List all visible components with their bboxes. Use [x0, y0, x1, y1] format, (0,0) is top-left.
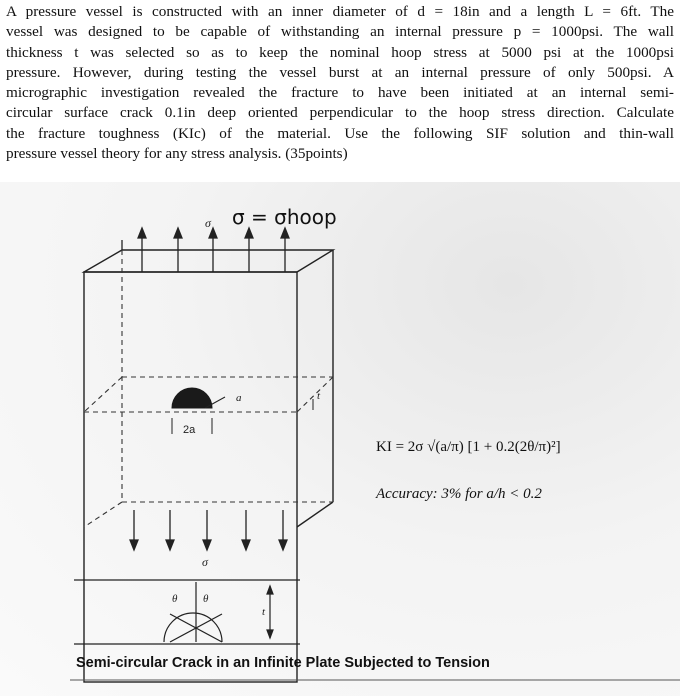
- theta-left-label: θ: [172, 593, 178, 605]
- problem-line: circular surface crack 0.1in deep oriented perpendicular to the hoop stress direction. Calculate: [6, 104, 674, 122]
- crack-depth-label: a: [236, 392, 242, 404]
- figure-photo: [0, 182, 680, 696]
- sigma-top-label: σ: [205, 216, 211, 230]
- figure-caption: Semi-circular Crack in an Infinite Plate Subjected to Tension: [76, 655, 490, 671]
- plate-diagram: [0, 182, 680, 696]
- problem-line: micrographic investigation revealed the fracture to have been initiated at an internal semi-: [6, 84, 674, 102]
- plate-front-face: [84, 272, 297, 682]
- problem-line: thickness t was selected so as to keep the nominal hoop stress at 5000 psi at the 1000psi: [6, 43, 674, 61]
- bottom-tension-arrows: [130, 510, 287, 550]
- problem-line: vessel was designed to be capable of withstanding an internal pressure p = 1000psi. The wall: [6, 23, 674, 41]
- problem-line: pressure. However, during testing the vessel burst at an internal pressure of only 500psi. A: [6, 63, 674, 81]
- problem-line: pressure vessel theory for any stress analysis. (35points): [6, 145, 348, 163]
- sif-formula: KI = 2σ √(a/π) [1 + 0.2(2θ/π)²]: [376, 439, 561, 455]
- crack-width-label: 2a: [183, 424, 196, 436]
- thickness-label-lower: t: [262, 606, 266, 618]
- accuracy-note: Accuracy: 3% for a/h < 0.2: [376, 486, 542, 502]
- problem-line: the fracture toughness (KIc) of the material. Use the following SIF solution and thin-wall: [6, 124, 674, 142]
- cross-section-sketch: [74, 580, 300, 644]
- handwritten-note: σ = σhoop: [232, 205, 337, 229]
- problem-statement: [6, 2, 674, 164]
- sigma-bottom-label: σ: [202, 555, 208, 569]
- thickness-label: t: [317, 390, 321, 402]
- plate-top-face: [84, 250, 333, 272]
- semi-circular-crack: [172, 388, 212, 408]
- theta-right-label: θ: [203, 593, 209, 605]
- problem-line: A pressure vessel is constructed with an inner diameter of d = 18in and a length L = 6ft. The: [6, 3, 674, 20]
